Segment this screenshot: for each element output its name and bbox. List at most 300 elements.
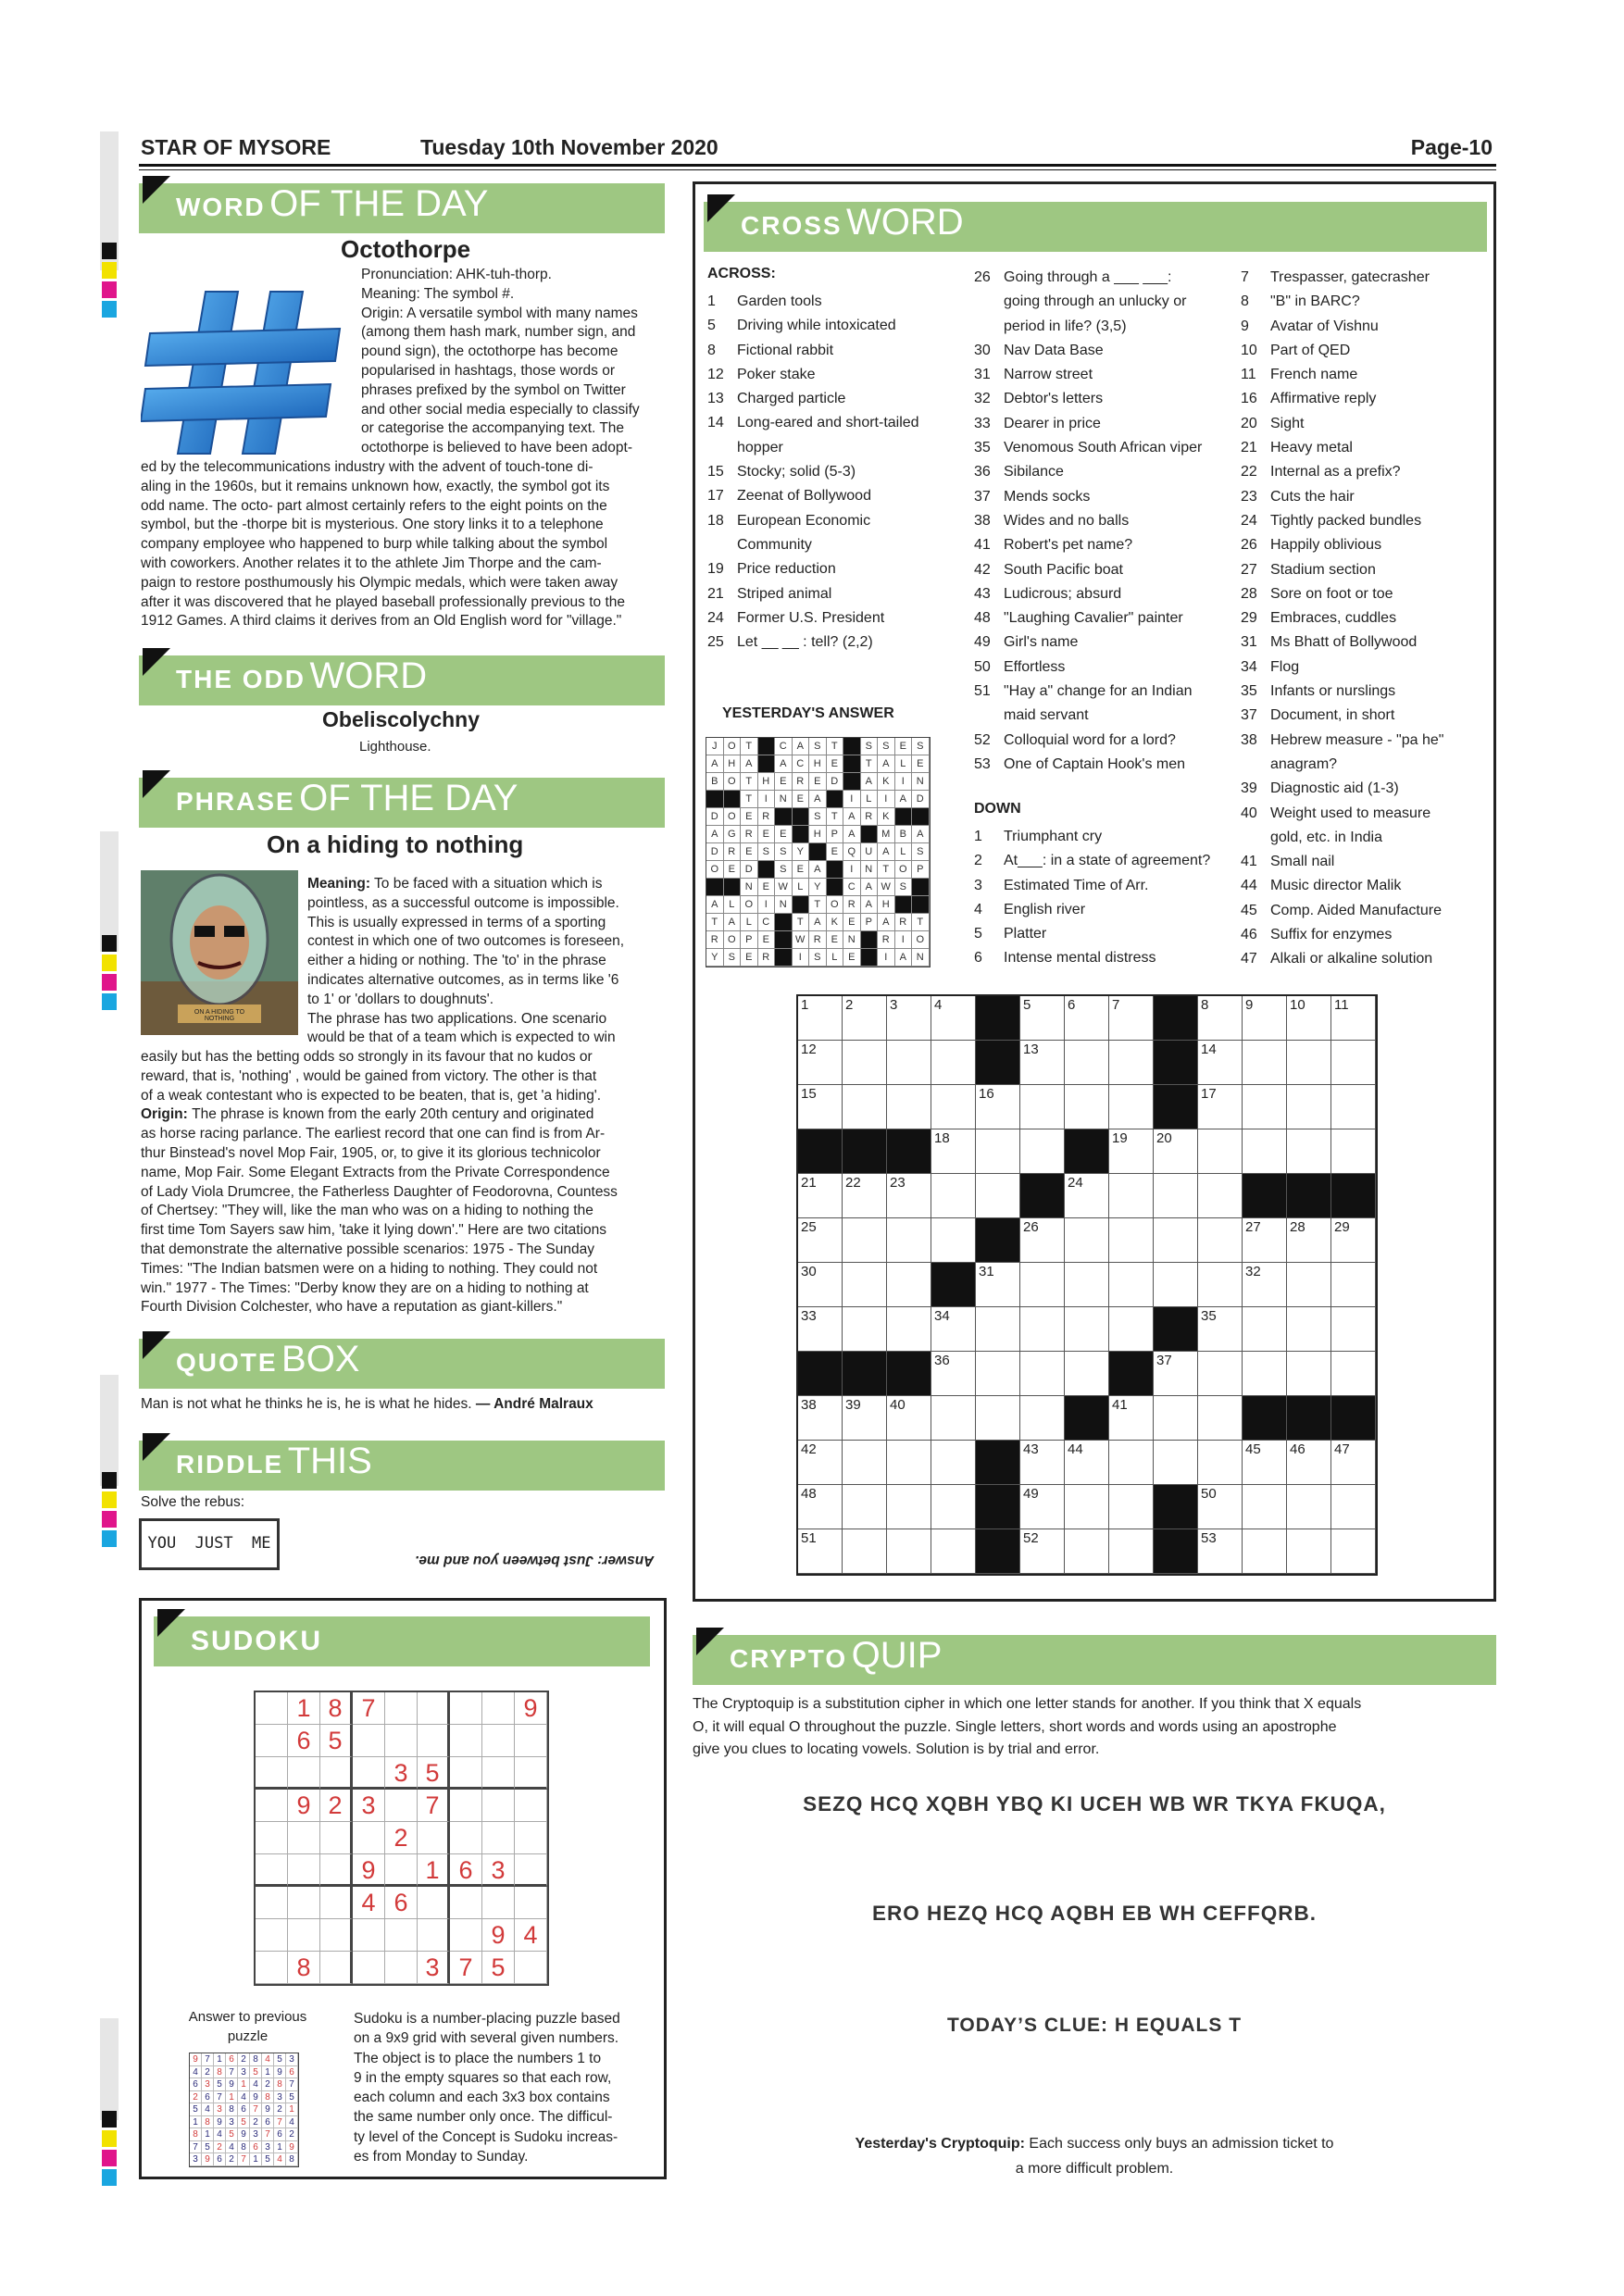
crossword-cell[interactable] [1154,1441,1198,1485]
crossword-cell[interactable] [887,1085,931,1129]
crossword-cell[interactable] [1198,1041,1243,1085]
sudoku-cell[interactable] [418,1692,450,1725]
sudoku-cell[interactable] [385,1692,418,1725]
crossword-cell[interactable] [1020,1085,1065,1129]
mini-cell: A [843,826,861,843]
cell-number: 43 [1023,1441,1039,1457]
crossword-cell[interactable] [1198,1129,1243,1174]
text-line: 1912 Games. A third claims it derives from an Old English word for "village." [141,613,622,630]
clue-item [707,557,939,581]
crossword-cell[interactable] [1198,1352,1243,1396]
crossword-cell[interactable] [1109,1396,1154,1441]
crossword-cell[interactable] [798,996,843,1041]
sudoku-cell[interactable] [515,1790,547,1822]
crossword-cell[interactable] [1109,1529,1154,1574]
crossword-cell[interactable] [1287,1352,1331,1396]
crossword-cell[interactable] [843,1529,887,1574]
crossword-cell[interactable] [1287,1129,1331,1174]
crossword-cell[interactable] [1243,1307,1287,1352]
quote-text: Man is not what he thinks he is, he is what he hides. [141,1396,472,1412]
crossword-cell[interactable] [931,1085,976,1129]
crossword-cell[interactable] [931,1485,976,1529]
clue-item [1241,899,1486,923]
sudoku-cell[interactable] [450,1692,482,1725]
sudoku-cell[interactable] [515,1725,547,1757]
crossword-cell[interactable] [843,1218,887,1263]
answer-cell: 8 [214,2066,226,2079]
mini-block [724,791,742,808]
sudoku-cell[interactable] [482,1822,515,1854]
crossword-cell[interactable] [976,1129,1020,1174]
crossword-cell[interactable] [1154,1218,1198,1263]
crossword-cell[interactable] [1154,1174,1198,1218]
crossword-cell[interactable] [1243,1085,1287,1129]
sudoku-cell[interactable] [482,1757,515,1790]
mini-cell: E [843,949,861,967]
crossword-cell[interactable] [1020,1307,1065,1352]
clue-text: Sight [1270,415,1305,431]
crossword-cell[interactable] [1331,1352,1376,1396]
crossword-cell[interactable] [1065,1485,1109,1529]
sudoku-cell[interactable] [320,1757,353,1790]
crossword-cell[interactable] [1020,1263,1065,1307]
crossword-cell[interactable] [887,1041,931,1085]
sudoku-cell[interactable] [418,1887,450,1919]
mini-cell: S [912,738,930,755]
crossword-cell[interactable] [1198,1218,1243,1263]
sudoku-cell[interactable] [353,1822,385,1854]
crossword-cell[interactable] [798,1218,843,1263]
banner-small-text: CRYPTO [730,1644,848,1673]
crossword-cell[interactable] [1109,1174,1154,1218]
crossword-cell[interactable] [1065,1352,1109,1396]
crossword-cell[interactable] [798,1174,843,1218]
crossword-cell[interactable] [1331,1218,1376,1263]
sudoku-cell[interactable] [288,1757,320,1790]
crossword-cell[interactable] [843,1396,887,1441]
text-line: paign to restore posthumously his Olympic medals, which were taken away [141,574,618,591]
crossword-cell[interactable] [843,1485,887,1529]
clue-item [707,339,939,363]
answer-cell: 5 [238,2116,250,2129]
crossword-cell[interactable] [1331,1529,1376,1574]
crossword-cell[interactable] [931,1041,976,1085]
crossword-block [887,1129,931,1174]
cell-number: 31 [979,1264,994,1279]
crossword-cell[interactable] [887,1441,931,1485]
crossword-cell[interactable] [1198,1441,1243,1485]
crossword-cell[interactable] [1154,1352,1198,1396]
sudoku-cell[interactable] [385,1952,418,1984]
cryptoquip-line-1: SEZQ HCQ XQBH YBQ KI UCEH WB WR TKYA FKUQA, [803,1792,1386,1816]
sudoku-cell[interactable] [385,1854,418,1887]
mini-cell: A [861,879,879,896]
sudoku-answer-caption: Answer to previous puzzle [188,2009,307,2044]
crossword-cell[interactable] [887,1174,931,1218]
sudoku-cell[interactable] [450,1757,482,1790]
sudoku-cell[interactable] [515,1952,547,1984]
answer-cell: 1 [214,2053,226,2066]
crossword-cell[interactable] [1331,1485,1376,1529]
clue-number: 6 [974,950,982,967]
crossword-cell[interactable] [976,1307,1020,1352]
mini-cell: O [912,931,930,949]
mini-cell: N [775,896,793,914]
crossword-block [1331,1174,1376,1218]
crossword-cell[interactable] [931,996,976,1041]
crossword-cell[interactable] [976,1396,1020,1441]
cell-number: 28 [1290,1219,1305,1235]
crossword-cell[interactable] [1287,1085,1331,1129]
mini-cell: B [895,826,913,843]
phrase-text-full [141,1048,667,1317]
mini-cell: J [706,738,724,755]
mini-cell: T [706,914,724,931]
mini-cell: E [724,861,742,879]
clue-text: Girl's name [1004,634,1079,651]
crossword-cell[interactable] [1109,1307,1154,1352]
clue-number: 27 [1241,561,1257,578]
sudoku-cell[interactable] [418,1822,450,1854]
crossword-cell[interactable] [1065,1441,1109,1485]
sudoku-cell[interactable] [320,1822,353,1854]
sudoku-cell[interactable] [256,1854,288,1887]
crossword-cell[interactable] [1020,1218,1065,1263]
mini-cell: A [843,808,861,826]
crossword-cell[interactable] [843,1263,887,1307]
mini-block [775,914,793,931]
crossword-cell[interactable] [798,1485,843,1529]
clue-text: "B" in BARC? [1270,293,1360,310]
crossword-cell[interactable] [1287,1485,1331,1529]
crossword-cell[interactable] [798,1085,843,1129]
mini-cell: E [741,808,758,826]
mini-cell: H [878,896,895,914]
crossword-cell[interactable] [931,1129,976,1174]
crossword-cell[interactable] [1065,1174,1109,1218]
sudoku-cell[interactable] [320,1952,353,1984]
crossword-cell[interactable] [1154,1396,1198,1441]
crossword-cell[interactable] [976,1174,1020,1218]
sudoku-cell[interactable] [515,1887,547,1919]
sudoku-cell: 6 [450,1854,482,1887]
sudoku-cell[interactable] [418,1919,450,1952]
text-line: The object is to place the numbers 1 to [354,2050,602,2066]
cell-number: 33 [801,1308,817,1324]
crossword-cell[interactable] [887,996,931,1041]
crossword-cell[interactable] [1109,1485,1154,1529]
crossword-cell[interactable] [1109,1129,1154,1174]
answer-cell: 2 [202,2066,214,2079]
crossword-cell[interactable] [1198,1085,1243,1129]
mini-cell: A [895,791,913,808]
clue-number: 23 [1241,488,1257,505]
answer-cell: 5 [226,2128,238,2141]
crossword-block [1154,1041,1198,1085]
crossword-cell[interactable] [1020,1129,1065,1174]
crossword-cell[interactable] [1198,1174,1243,1218]
answer-cell: 7 [274,2116,286,2129]
answer-cell: 1 [274,2141,286,2154]
crossword-cell[interactable] [1243,1485,1287,1529]
answer-cell: 7 [238,2153,250,2166]
sudoku-cell[interactable] [385,1725,418,1757]
clue-text: Trespasser, gatecrasher [1270,269,1430,285]
sudoku-cell[interactable] [450,1790,482,1822]
crossword-cell[interactable] [1287,996,1331,1041]
sudoku-cell[interactable] [256,1725,288,1757]
text-line: either a hiding or nothing. The 'to' in the phrase [307,953,606,969]
clue-text: Avatar of Vishnu [1270,318,1379,334]
clue-text: Suffix for enzymes [1270,927,1393,943]
sudoku-cell[interactable] [353,1725,385,1757]
crossword-cell[interactable] [1020,1529,1065,1574]
mini-cell: A [878,914,895,931]
crossword-cell[interactable] [1109,1263,1154,1307]
sudoku-cell[interactable] [320,1854,353,1887]
crossword-cell[interactable] [843,1174,887,1218]
crossword-cell[interactable] [931,1307,976,1352]
cryptoquip-banner [693,1635,1496,1685]
mini-block [861,826,879,843]
sudoku-cell: 5 [482,1952,515,1984]
crossword-cell[interactable] [1243,1441,1287,1485]
sudoku-cell[interactable] [256,1790,288,1822]
crossword-cell[interactable] [1065,1218,1109,1263]
mini-cell: P [861,914,879,931]
sudoku-cell[interactable] [450,1822,482,1854]
sudoku-cell[interactable] [288,1919,320,1952]
sudoku-cell[interactable] [385,1919,418,1952]
crossword-block [798,1129,843,1174]
crossword-block [1287,1174,1331,1218]
crossword-cell[interactable] [1065,1307,1109,1352]
crossword-cell[interactable] [798,1441,843,1485]
mini-cell: N [741,879,758,896]
crossword-cell[interactable] [1020,1441,1065,1485]
sudoku-cell[interactable] [482,1887,515,1919]
crossword-cell[interactable] [1109,1218,1154,1263]
sudoku-cell[interactable] [256,1952,288,1984]
mini-block [861,931,879,949]
crossword-cell[interactable] [1154,1129,1198,1174]
crossword-cell[interactable] [887,1396,931,1441]
crossword-cell[interactable] [843,996,887,1041]
crossword-cell[interactable] [798,1396,843,1441]
crossword-cell[interactable] [798,1263,843,1307]
sudoku-cell[interactable] [385,1790,418,1822]
crossword-cell[interactable] [1198,1263,1243,1307]
crossword-cell[interactable] [1287,1441,1331,1485]
crossword-cell[interactable] [798,1307,843,1352]
crossword-cell[interactable] [1331,1129,1376,1174]
crossword-cell[interactable] [976,1263,1020,1307]
sudoku-cell[interactable] [320,1887,353,1919]
clue-number: 53 [974,755,991,772]
clue-item [1241,729,1486,753]
sudoku-cell[interactable] [256,1822,288,1854]
crossword-cell[interactable] [1198,996,1243,1041]
crossword-cell[interactable] [798,1529,843,1574]
sudoku-cell[interactable] [515,1757,547,1790]
clue-text: Embraces, cuddles [1270,610,1397,627]
crossword-cell[interactable] [1243,1263,1287,1307]
crossword-cell[interactable] [1065,1529,1109,1574]
answer-cell: 3 [262,2141,274,2154]
sudoku-cell[interactable] [353,1757,385,1790]
mini-cell: C [843,879,861,896]
crossword-cell[interactable] [1198,1485,1243,1529]
answer-cell: 1 [250,2153,262,2166]
sudoku-cell[interactable] [256,1757,288,1790]
crossword-cell[interactable] [887,1263,931,1307]
answer-cell: 7 [250,2103,262,2116]
crossword-cell[interactable] [1065,996,1109,1041]
mini-cell: R [706,931,724,949]
crossword-cell[interactable] [931,1529,976,1574]
crossword-cell[interactable] [1109,996,1154,1041]
cell-number: 53 [1201,1530,1217,1546]
crossword-cell[interactable] [1287,1529,1331,1574]
cryptoquip-clue: TODAY’S CLUE: H EQUALS T [946,2015,1243,2036]
crossword-cell[interactable] [843,1307,887,1352]
crossword-cell[interactable] [931,1352,976,1396]
answer-cell: 8 [286,2153,298,2166]
registration-marks [102,1472,117,1550]
crossword-cell[interactable] [1331,1263,1376,1307]
crossword-cell[interactable] [1198,1529,1243,1574]
crossword-cell[interactable] [843,1441,887,1485]
sudoku-cell[interactable] [418,1725,450,1757]
crossword-cell[interactable] [1331,1041,1376,1085]
crossword-cell[interactable] [1020,1041,1065,1085]
crossword-cell[interactable] [887,1218,931,1263]
sudoku-cell[interactable] [320,1919,353,1952]
crossword-cell[interactable] [1287,1041,1331,1085]
crossword-cell[interactable] [1020,996,1065,1041]
crossword-cell[interactable] [887,1529,931,1574]
cell-number: 5 [1023,997,1031,1013]
clue-number: 1 [707,293,716,309]
mini-block [793,808,810,826]
crossword-cell[interactable] [798,1041,843,1085]
crossword-cell[interactable] [843,1041,887,1085]
crossword-cell[interactable] [1020,1485,1065,1529]
crossword-cell[interactable] [976,1085,1020,1129]
clue-item [1241,947,1486,971]
sudoku-cell[interactable] [515,1854,547,1887]
clue-number: 3 [974,877,982,893]
clue-number: 28 [1241,585,1257,602]
crossword-cell[interactable] [887,1485,931,1529]
clue-text: Ludicrous; absurd [1004,585,1122,602]
mini-cell: O [724,773,742,791]
clue-text: Intense mental distress [1004,950,1156,967]
crossword-cell[interactable] [887,1307,931,1352]
sudoku-cell[interactable] [353,1952,385,1984]
sudoku-grid[interactable] [254,1691,549,1986]
crossword-cell[interactable] [1243,1352,1287,1396]
sudoku-cell[interactable] [450,1725,482,1757]
mini-cell: R [741,826,758,843]
crossword-cell[interactable] [1243,996,1287,1041]
crossword-cell[interactable] [1243,1041,1287,1085]
crossword-cell[interactable] [1109,1441,1154,1485]
riddle-banner [139,1441,665,1491]
crossword-block [1154,1485,1198,1529]
clue-number: 45 [1241,902,1257,918]
crossword-block [887,1352,931,1396]
sudoku-cell[interactable] [482,1692,515,1725]
crossword-cell[interactable] [931,1396,976,1441]
clue-item [1241,874,1486,898]
crossword-cell[interactable] [1065,1041,1109,1085]
banner-big-text: OF THE DAY [299,778,518,818]
crossword-cell[interactable] [1020,1352,1065,1396]
clue-item [707,387,939,411]
crossword-cell[interactable] [1109,1085,1154,1129]
crossword-cell[interactable] [931,1174,976,1218]
crossword-cell[interactable] [1020,1396,1065,1441]
cell-number: 39 [845,1397,861,1413]
sudoku-cell[interactable] [256,1887,288,1919]
sudoku-cell[interactable] [450,1887,482,1919]
crossword-cell[interactable] [1198,1396,1243,1441]
text-line: The phrase has two applications. One scenario [307,1010,607,1027]
crossword-cell[interactable] [1065,1263,1109,1307]
answer-cell: 8 [262,2091,274,2104]
crossword-cell[interactable] [1287,1263,1331,1307]
crossword-cell[interactable] [1243,1129,1287,1174]
crossword-cell[interactable] [1243,1218,1287,1263]
sudoku-cell[interactable] [482,1725,515,1757]
answer-cell: 4 [274,2153,286,2166]
crossword-cell[interactable] [931,1441,976,1485]
sudoku-cell[interactable] [482,1790,515,1822]
crossword-cell[interactable] [1331,1307,1376,1352]
crossword-cell[interactable] [1331,1441,1376,1485]
clue-number: 49 [974,634,991,651]
sudoku-cell[interactable] [288,1887,320,1919]
crossword-cell[interactable] [1065,1085,1109,1129]
crossword-cell[interactable] [931,1218,976,1263]
text-line: pound sign), the octothorpe has become [361,343,618,360]
crossword-cell[interactable] [1287,1307,1331,1352]
sudoku-cell[interactable] [450,1919,482,1952]
clue-text: South Pacific boat [1004,561,1123,578]
crossword-cell[interactable] [1109,1041,1154,1085]
text-line: Meaning: To be faced with a situation which is [307,876,603,892]
crossword-cell[interactable] [1331,996,1376,1041]
crossword-cell[interactable] [1243,1529,1287,1574]
crossword-cell[interactable] [1287,1218,1331,1263]
sudoku-cell[interactable] [515,1822,547,1854]
clue-item [974,946,1243,970]
mini-cell: I [895,931,913,949]
sudoku-cell[interactable] [288,1854,320,1887]
crossword-grid[interactable] [796,994,1378,1576]
mini-cell: A [878,755,895,773]
sudoku-cell[interactable] [256,1692,288,1725]
crossword-cell[interactable] [1198,1307,1243,1352]
crossword-cell[interactable] [843,1085,887,1129]
crossword-cell[interactable] [976,1352,1020,1396]
sudoku-cell[interactable] [256,1919,288,1952]
crossword-cell[interactable] [1331,1085,1376,1129]
sudoku-cell[interactable] [353,1919,385,1952]
sudoku-cell[interactable] [288,1822,320,1854]
crossword-cell[interactable] [1154,1263,1198,1307]
